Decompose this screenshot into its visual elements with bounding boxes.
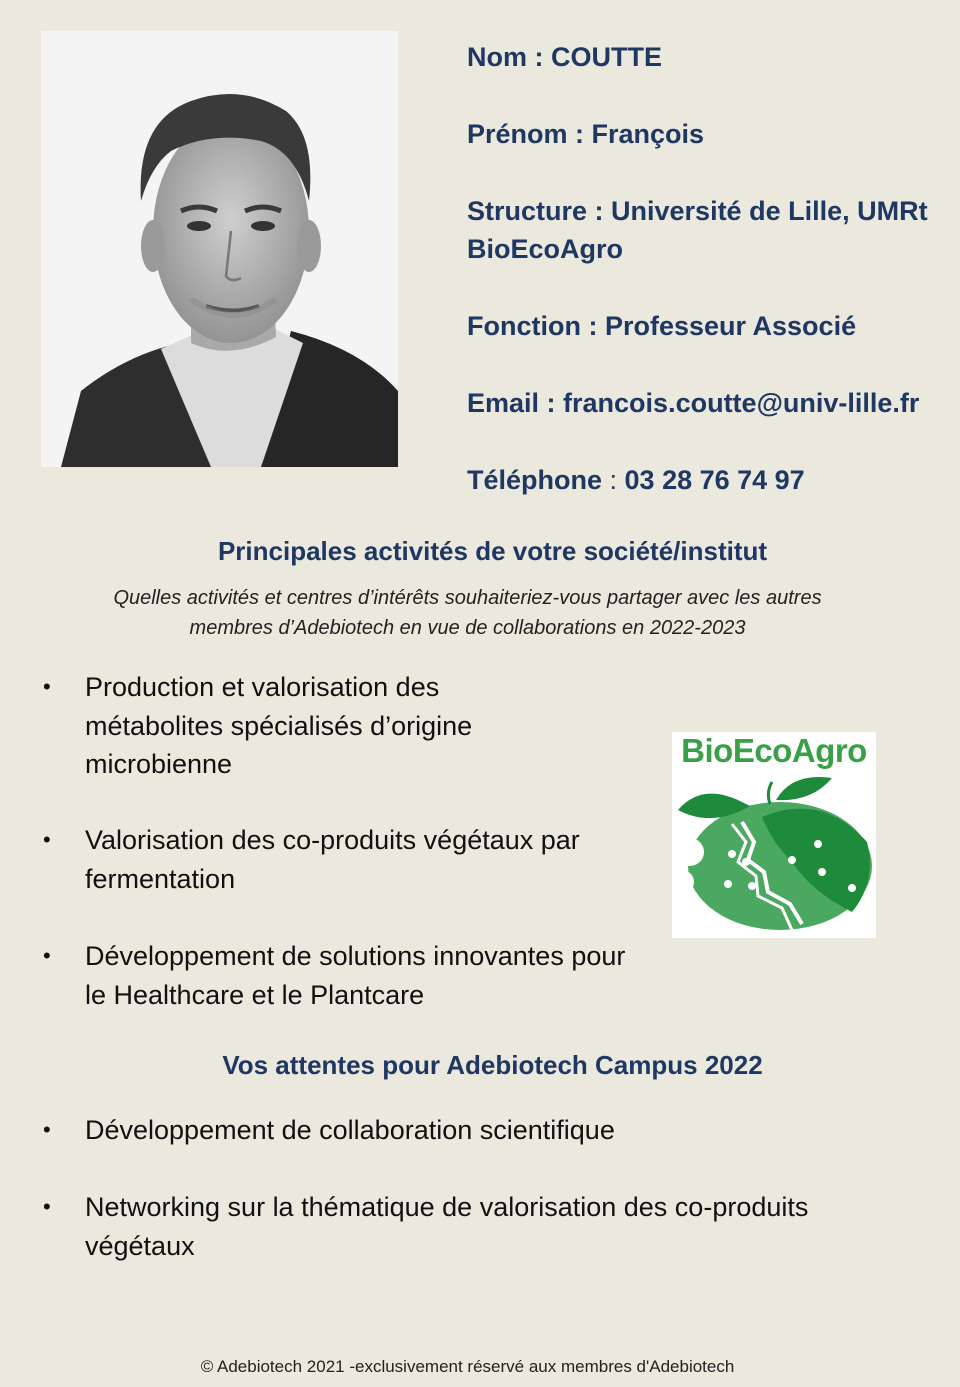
intro-line-2: membres d’Adebiotech en vue de collaborations en 2022-2023	[189, 617, 746, 639]
activity-item: • Valorisation des co-produits végétaux par fermentation	[85, 821, 645, 898]
activities-heading: Principales activités de votre société/institut	[217, 536, 768, 566]
telephone-field	[467, 461, 805, 499]
intro-line-1: Quelles activités et centres d’intérêts souhaiteriez-vous partager avec les autres	[113, 587, 822, 609]
activities-intro	[0, 583, 935, 643]
activity-item: • Développement de solutions innovantes pour le Healthcare et le Plantcare	[85, 937, 645, 1014]
profile-photo	[41, 31, 398, 467]
expectation-item: • Networking sur la thématique de valorisation des co-produits végétaux	[85, 1188, 905, 1265]
telephone-value: 03 28 76 74 97	[624, 465, 805, 495]
telephone-separator: :	[602, 465, 625, 495]
footer-copyright: © Adebiotech 2021 -exclusivement réservé aux membres d'Adebiotech	[200, 1357, 735, 1376]
activity-item: • Production et valorisation des métabolites spécialisés d’origine microbienne	[85, 668, 525, 784]
fonction-field: Fonction : Professeur Associé	[467, 311, 857, 341]
expectations-heading: Vos attentes pour Adebiotech Campus 2022	[222, 1050, 763, 1080]
logo-globe-icon	[672, 732, 876, 938]
logo-text: BioEcoAgro	[681, 732, 867, 769]
nom-field: Nom : COUTTE	[467, 42, 662, 72]
email-field[interactable]: Email : francois.coutte@univ-lille.fr	[467, 388, 920, 418]
expectation-item: • Développement de collaboration scientifique	[85, 1111, 905, 1150]
telephone-label: Téléphone	[467, 465, 603, 495]
prenom-field: Prénom : François	[467, 119, 705, 149]
bioecoagro-logo	[672, 732, 876, 938]
structure-field: Structure : Université de Lille, UMRt BioEcoAgro	[467, 196, 928, 264]
